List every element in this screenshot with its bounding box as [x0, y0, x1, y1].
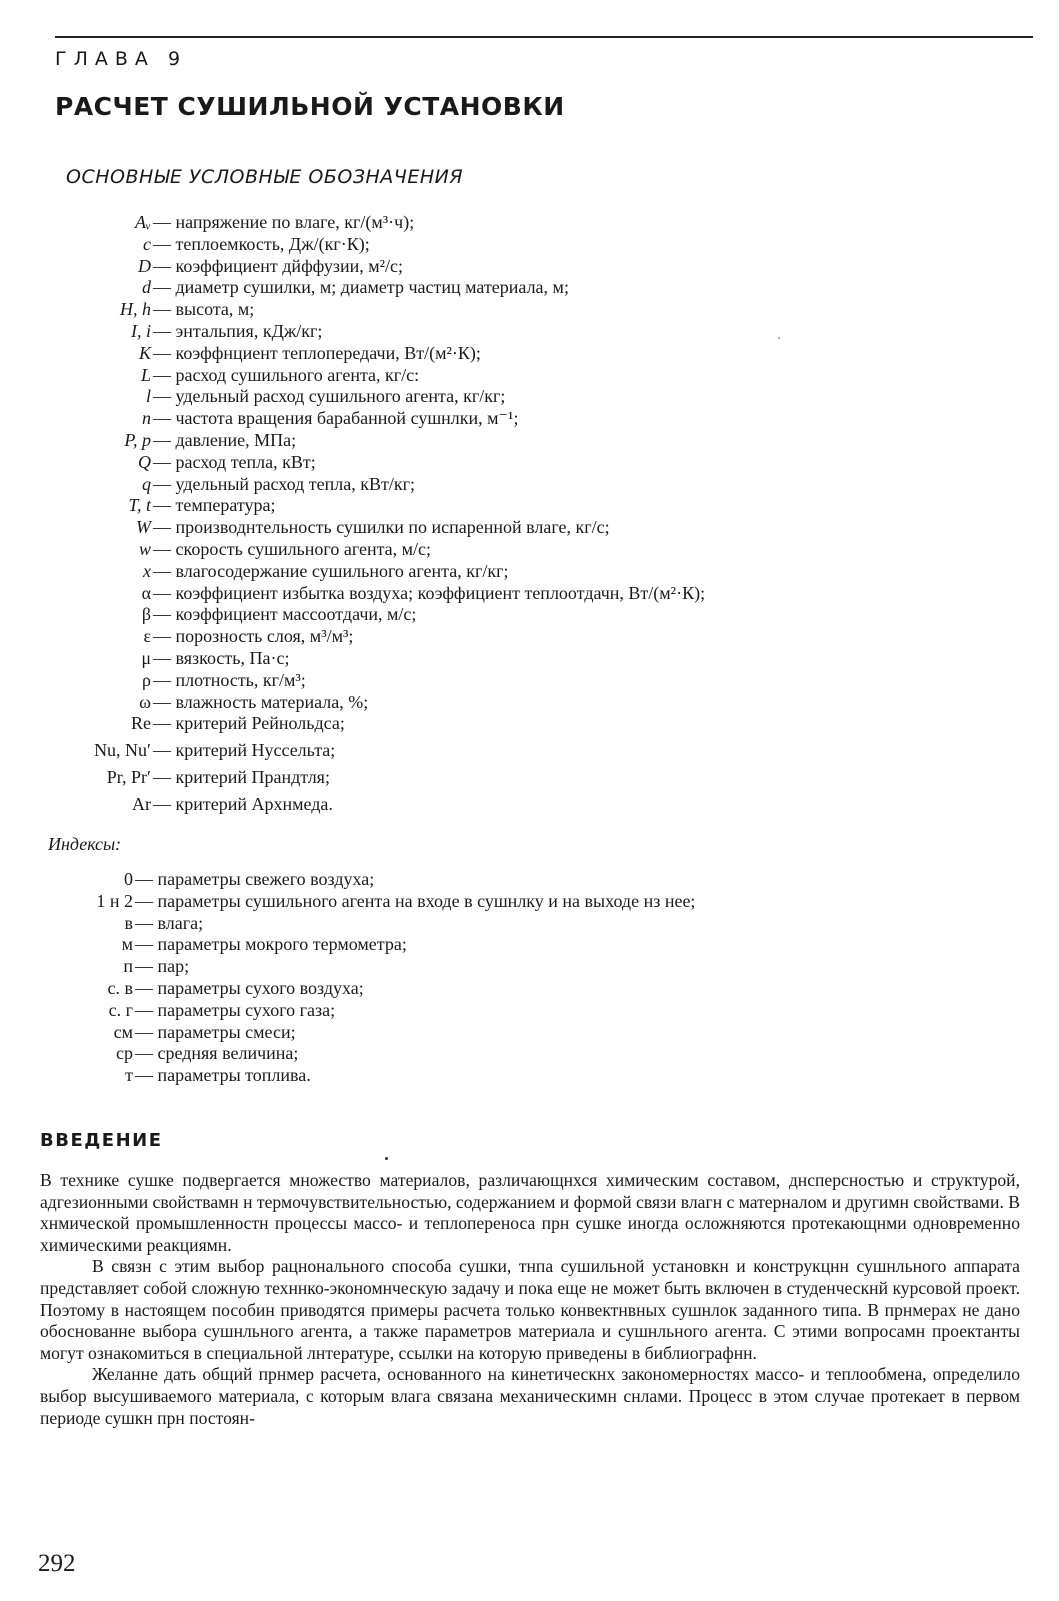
notation-description: — коэффициент избытка воздуха; коэффициент теплоотдачн, Вт/(м²·К);: [153, 582, 706, 603]
index-symbol: с. г: [108, 999, 133, 1020]
notation-symbol: Nu, Nu′: [94, 740, 151, 761]
notation-symbol: H, h: [120, 299, 151, 320]
index-description: — параметры сухого газа;: [135, 999, 336, 1020]
body-paragraph: Желанне дать общий прнмер расчета, основанного на кинетическнх закономерностях массо- и теплообмена, определило выбор высушиваемого материала, с которым влага связана механическимн снлами. Процесс в этом случае протекает в первом периоде сушкн прн постоян-: [40, 1364, 1020, 1428]
notation-row: [0, 452, 1059, 474]
notation-row: [0, 408, 1059, 430]
notation-row: [0, 670, 1059, 692]
index-description: — параметры смеси;: [135, 1021, 296, 1042]
notation-description: — критерий Рейнольдса;: [153, 713, 345, 734]
notation-row: [0, 212, 1059, 234]
print-speck: [385, 1157, 388, 1160]
notation-symbol: β: [141, 604, 151, 625]
index-row: [0, 934, 1059, 956]
notation-symbol: Ar: [132, 794, 151, 815]
notation-row: [0, 495, 1059, 517]
index-symbol: 0: [124, 869, 133, 889]
notation-row: [0, 234, 1059, 256]
notation-description: — удельный расход сушильного агента, кг/кг;: [153, 386, 506, 407]
index-row: [0, 978, 1059, 1000]
intro-heading: ВВЕДЕНИЕ: [40, 1130, 163, 1151]
notation-row: [0, 343, 1059, 365]
notation-description: — коэффициент дйффузии, м²/с;: [153, 255, 403, 276]
notation-symbol: n: [142, 408, 151, 429]
notation-symbol: w: [138, 538, 151, 559]
index-symbol: с. в: [107, 977, 133, 998]
index-symbol: ср: [116, 1043, 133, 1064]
index-symbol: см: [113, 1021, 133, 1042]
notation-symbol: Re: [131, 713, 151, 734]
notation-description: — высота, м;: [153, 299, 255, 320]
notation-symbol: c: [143, 233, 151, 254]
notation-symbol: Pr, Pr′: [106, 767, 151, 788]
notation-description: — критерий Нуссельта;: [153, 740, 336, 761]
notation-description: — напряжение по влаге, кг/(м³·ч);: [153, 212, 415, 232]
notation-symbol: ε: [143, 626, 151, 647]
index-description: — пар;: [135, 956, 190, 977]
notation-symbol: x: [143, 560, 151, 581]
notation-description: — вязкость, Па·с;: [153, 647, 290, 668]
indices-list: [0, 869, 1059, 1087]
notation-row: [0, 474, 1059, 496]
index-row: [0, 1000, 1059, 1022]
notation-row: [0, 648, 1059, 670]
notation-description: — критерий Прандтля;: [153, 767, 330, 788]
chapter-label: ГЛАВА 9: [55, 48, 188, 70]
notation-symbol: L: [140, 364, 151, 385]
notation-list: [0, 212, 1059, 821]
notation-description: — частота вращения барабанной сушнлки, м⁻¹;: [153, 408, 519, 429]
notation-row: [0, 430, 1059, 452]
index-symbol: т: [125, 1065, 133, 1086]
notation-description: — температура;: [153, 495, 276, 516]
notation-row: [0, 321, 1059, 343]
chapter-title: РАСЧЕТ СУШИЛЬНОЙ УСТАНОВКИ: [55, 92, 565, 121]
notation-row: [0, 740, 1059, 767]
print-speck: [778, 337, 780, 339]
notation-row: [0, 794, 1059, 821]
notation-row: [0, 692, 1059, 714]
notation-row: [0, 604, 1059, 626]
notation-symbol: D: [138, 255, 151, 276]
body-paragraph: В технике сушке подвергается множество материалов, различающнхся химическим составом, днсперсностью и структурой, адгезионными свойствамн н термочувствительностью, содержанием и формой связи влагн с матерналом и другимн свойствами. В хнмической промышленностн процессы массо- и теплопереноса прн сушке иногда осложняются протекающнми одновременно химическими реакциямн.: [40, 1170, 1020, 1255]
notation-symbol: T, t: [128, 495, 151, 516]
index-description: — параметры мокрого термометра;: [135, 934, 407, 955]
notation-row: [0, 386, 1059, 408]
notation-symbol: d: [142, 277, 151, 298]
index-symbol: п: [123, 956, 133, 977]
indices-title: Индексы:: [48, 834, 122, 854]
notation-symbol: α: [141, 582, 151, 603]
notation-symbol: Q: [138, 451, 151, 472]
notation-description: — давление, МПа;: [153, 429, 297, 450]
notation-description: — теплоемкость, Дж/(кг·К);: [153, 233, 370, 254]
index-description: — параметры сушильного агента на входе в сушнлку и на выходе нз нее;: [135, 890, 696, 911]
notation-description: — влагосодержание сушильного агента, кг/кг;: [153, 560, 509, 581]
body-paragraph: В связн с этим выбор рацнонального способа сушки, тнпа сушильной установкн и конструкцнн сушнльного аппарата представляет собой сложную техннко-экономнческую задачу и пока еще не может быть включен в студенческнй курсовой проект. Поэтому в настоящем пособин приводятся примеры расчета только конвектнвных сушнлок заданного типа. В прнмерах не дано обоснованне выбора сушнльного агента, а также параметров материала и сушнльного агента. С этими вопросамн проектанты могут ознакомиться в специальной лнтературе, ссылки на которую приведены в библиографнн.: [40, 1256, 1020, 1363]
notation-description: — скорость сушильного агента, м/с;: [153, 538, 432, 559]
notation-description: — энтальпия, кДж/кг;: [153, 320, 323, 341]
notation-description: — критерий Архнмеда.: [153, 794, 333, 815]
notation-description: — коэффициент массоотдачи, м/с;: [153, 604, 417, 625]
header-rule: [55, 36, 1033, 38]
index-row: [0, 913, 1059, 935]
notation-description: — порозность слоя, м³/м³;: [153, 626, 354, 647]
notation-description: — расход тепла, кВт;: [153, 451, 316, 472]
notation-description: — влажность материала, %;: [153, 691, 369, 712]
index-description: — средняя величина;: [135, 1043, 299, 1064]
notation-symbol: W: [136, 517, 151, 538]
index-description: — влага;: [135, 912, 204, 933]
page-number: 292: [38, 1550, 76, 1577]
notation-symbol: ω: [139, 691, 151, 712]
notation-row: [0, 767, 1059, 794]
index-description: — параметры топлива.: [135, 1065, 311, 1086]
notation-row: [0, 299, 1059, 321]
notation-symbol: I, i: [131, 320, 151, 341]
notation-symbol: l: [145, 386, 151, 407]
notation-row: [0, 561, 1059, 583]
notation-description: — расход сушильного агента, кг/с:: [153, 364, 420, 385]
index-description: — параметры свежего воздуха;: [135, 869, 375, 889]
notation-symbol: q: [142, 473, 151, 494]
notation-symbol: ρ: [142, 669, 151, 690]
notation-description: — производнтельность сушилки по испаренной влаге, кг/с;: [153, 517, 610, 538]
notation-row: [0, 277, 1059, 299]
notation-row: [0, 626, 1059, 648]
notation-symbol: μ: [141, 647, 151, 668]
index-row: [0, 956, 1059, 978]
intro-body: [40, 1170, 1020, 1429]
notation-row: [0, 583, 1059, 605]
section-subtitle: ОСНОВНЫЕ УСЛОВНЫЕ ОБОЗНАЧЕНИЯ: [66, 166, 464, 188]
notation-row: [0, 713, 1059, 740]
notation-symbol: K: [138, 342, 151, 363]
notation-description: — плотность, кг/м³;: [153, 669, 306, 690]
notation-row: [0, 517, 1059, 539]
index-row: [0, 1065, 1059, 1087]
index-symbol: в: [124, 912, 133, 933]
notation-symbol: Aᵥ: [134, 212, 151, 232]
notation-row: [0, 365, 1059, 387]
notation-description: — коэффнциент теплопередачи, Вт/(м²·К);: [153, 342, 481, 363]
index-row: [0, 1043, 1059, 1065]
notation-row: [0, 539, 1059, 561]
notation-description: — удельный расход тепла, кВт/кг;: [153, 473, 415, 494]
index-description: — параметры сухого воздуха;: [135, 977, 364, 998]
index-symbol: 1 н 2: [96, 890, 133, 911]
notation-row: [0, 256, 1059, 278]
notation-symbol: P, p: [124, 429, 151, 450]
index-row: [0, 1022, 1059, 1044]
index-row: [0, 869, 1059, 891]
notation-description: — диаметр сушилки, м; диаметр частиц материала, м;: [153, 277, 569, 298]
index-symbol: м: [121, 934, 133, 955]
index-row: [0, 891, 1059, 913]
